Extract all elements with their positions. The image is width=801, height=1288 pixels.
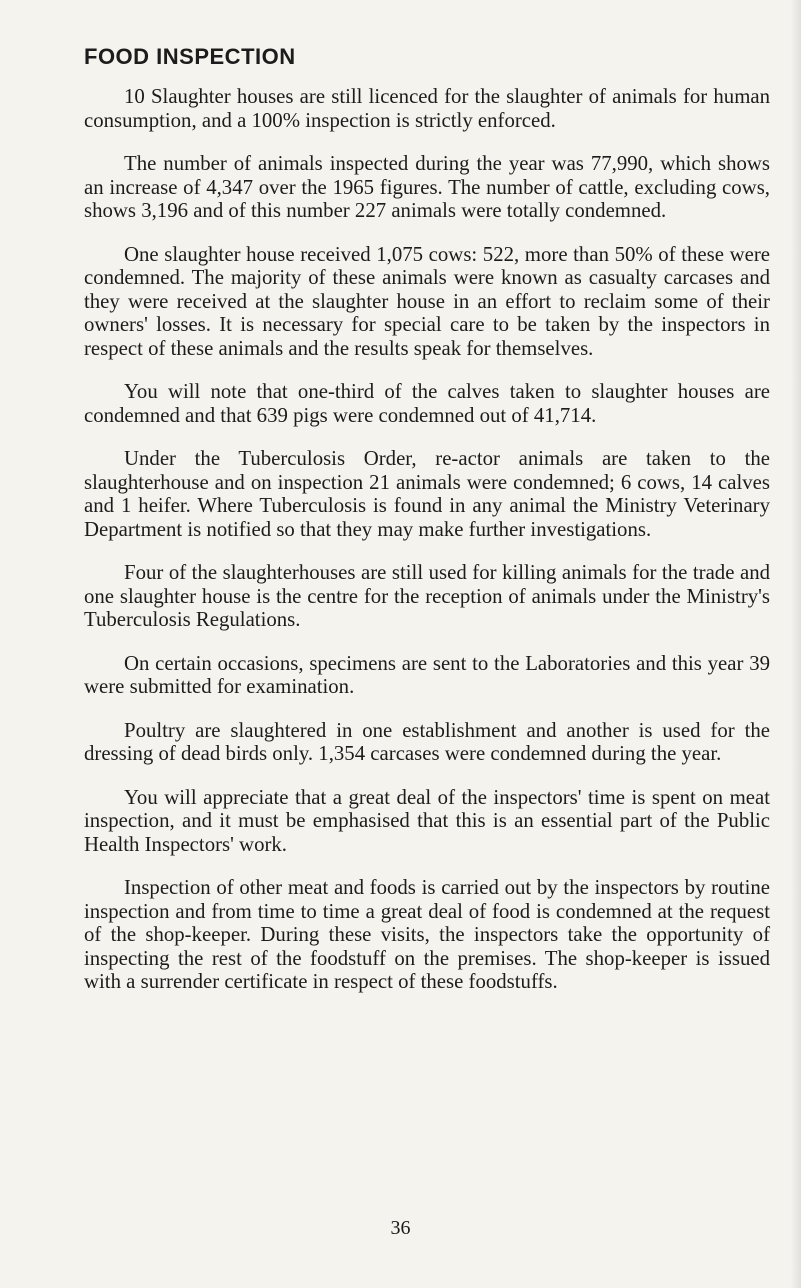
paragraph-slaughter-houses: 10 Slaughter houses are still licenced for the slaughter of animals for human consumption, and a 100% inspection is strictly enforced. [84,85,770,132]
paragraph-animals-inspected: The number of animals inspected during the year was 77,990, which shows an increase of 4,347 over the 1965 figures. The number of cattle, excluding cows, shows 3,196 and of this number 227 animals were totally condemned. [84,152,770,222]
paragraph-poultry: Poultry are slaughtered in one establishment and another is used for the dressing of dead birds only. 1,354 carcases were condemned during the year. [84,718,770,765]
page-number: 36 [390,1217,411,1239]
paragraph-other-meat-foods: Inspection of other meat and foods is carried out by the inspectors by routine inspection and from time to time a great deal of food is condemned at the request of the shop-keeper. During these visits, the inspectors take the opportunity of inspecting the rest of the foodstuff on the premises. The shop-keeper is issued with a surrender certificate in respect of these foodstuffs. [84,876,770,993]
paragraph-inspectors-time: You will appreciate that a great deal of the inspectors' time is spent on meat inspection, and it must be emphasised that this is an essential part of the Public Health Inspectors' work. [84,785,770,856]
page-edge-shadow [791,0,801,1288]
paragraph-laboratory-specimens: On certain occasions, specimens are sent to the Laboratories and this year 39 were submitted for examination. [84,651,770,698]
paragraph-cows-condemned: One slaughter house received 1,075 cows: 522, more than 50% of these were condemned. The majority of these animals were known as casualty carcases and they were received at the slaughter house in an effort to reclaim some of their owners' losses. It is necessary for special care to be taken by the inspectors in respect of these animals and the results speak for themselves. [84,242,770,360]
paragraph-slaughterhouse-use: Four of the slaughterhouses are still used for killing animals for the trade and one slaughter house is the centre for the reception of animals under the Ministry's Tuberculosis Regulations. [84,561,770,631]
section-heading: FOOD INSPECTION [84,44,296,69]
paragraph-calves-pigs: You will note that one-third of the calves taken to slaughter houses are condemned and that 639 pigs were condemned out of 41,714. [84,380,770,427]
paragraph-tuberculosis-order: Under the Tuberculosis Order, re-actor animals are taken to the slaughterhouse and on inspection 21 animals were condemned; 6 cows, 14 calves and 1 heifer. Where Tuberculosis is found in any animal the Ministry Veterinary Department is notified so that they may make further investigations. [84,447,770,541]
body-text [84,85,770,1014]
